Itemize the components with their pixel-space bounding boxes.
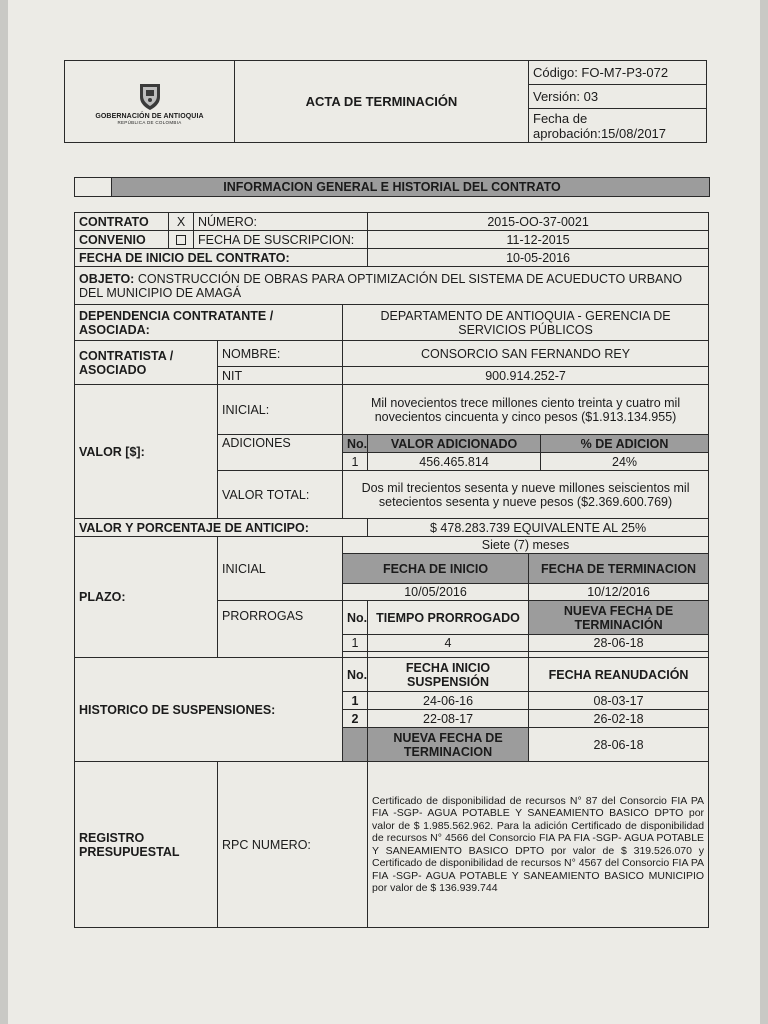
plazo-terminacion-value: 10/12/2016: [529, 584, 709, 601]
plazo-inicial-label: INICIAL: [218, 537, 343, 601]
convenio-label: CONVENIO: [75, 231, 169, 249]
suspension-no: 1: [343, 692, 368, 710]
adiciones-col-pct: % DE ADICION: [541, 435, 709, 453]
contratista-label: CONTRATISTA / ASOCIADO: [75, 341, 218, 385]
suscripcion-value: 11-12-2015: [368, 231, 709, 249]
adiciones-col-no: No.: [343, 435, 368, 453]
checkbox-icon: [176, 235, 186, 245]
approval-date-label: Fecha de: [533, 110, 588, 126]
suspensiones-header-row: [75, 658, 709, 692]
objeto-value: CONSTRUCCIÓN DE OBRAS PARA OPTIMIZACIÓN DEL SISTEMA DE ACUEDUCTO URBANO DEL MUNICIPIO DE AMAGÁ: [79, 271, 683, 300]
suspension-inicio: 24-06-16: [368, 692, 529, 710]
document-code: Código: FO-M7-P3-072: [529, 61, 707, 85]
contrato-mark: X: [169, 213, 194, 231]
dependencia-label: DEPENDENCIA CONTRATANTE / ASOCIADA:: [75, 305, 343, 341]
dependencia-row: [75, 305, 709, 341]
suspensiones-col-no: No.: [343, 658, 368, 692]
nit-label: NIT: [218, 367, 343, 385]
document-header: [64, 60, 707, 143]
suspension-inicio: 22-08-17: [368, 710, 529, 728]
suspensiones-label: HISTORICO DE SUSPENSIONES:: [75, 658, 343, 762]
plazo-inicio-value: 10/05/2016: [343, 584, 529, 601]
nombre-label: NOMBRE:: [218, 341, 343, 367]
plazo-duracion-row: [75, 537, 709, 554]
valor-total-value: Dos mil trecientos sesenta y nueve millones seiscientos mil setecientos sesenta y nueve pesos ($2.369.600.769): [343, 471, 709, 519]
section-title-bar: [74, 177, 710, 197]
suspension-reanudacion: 26-02-18: [529, 710, 709, 728]
section-title: INFORMACION GENERAL E HISTORIAL DEL CONTRATO: [223, 180, 561, 194]
document-version: Versión: 03: [529, 85, 707, 109]
nombre-value: CONSORCIO SAN FERNANDO REY: [343, 341, 709, 367]
nueva-terminacion-value: 28-06-18: [529, 728, 709, 762]
nueva-terminacion-blank: [343, 728, 368, 762]
adicion-pct: 24%: [541, 453, 709, 471]
valor-total-label: VALOR TOTAL:: [218, 471, 343, 519]
registro-label: REGISTRO PRESUPUESTAL: [75, 762, 218, 928]
document-title: ACTA DE TERMINACIÓN: [235, 61, 529, 143]
rpc-value: Certificado de disponibilidad de recursos N° 87 del Consorcio FIA PA FIA -SGP- AGUA POTABLE Y SANEAMIENTO BASICO DPTO por valor de $ 1.985.562.962. Para la adición Certificado de disponibilidad de recursos N° 4566 del Consorcio FIA PA FIA -SGP- AGUA POTABLE Y SANEAMIENTO BASICO DPTO por valor de $ 319.526.070 y Certificado de disponibilidad de recursos N° 4567 del Consorcio FIA PA FIA -SGP- AGUA POTABLE Y SANEAMIENTO BASICO MUNICIPIO por valor de $ 136.939.744: [368, 762, 709, 928]
fecha-inicio-row: [75, 249, 709, 267]
prorrogas-label: PRORROGAS: [218, 601, 343, 658]
numero-value: 2015-OO-37-0021: [368, 213, 709, 231]
convenio-checkbox: [169, 231, 194, 249]
logo-block: [65, 61, 235, 143]
org-name: GOBERNACIÓN DE ANTIOQUIA: [95, 112, 204, 120]
adicion-no: 1: [343, 453, 368, 471]
adicion-valor: 456.465.814: [368, 453, 541, 471]
contract-info-table: [74, 212, 709, 928]
approval-date-value: aprobación:15/08/2017: [533, 125, 667, 141]
suspension-reanudacion: 08-03-17: [529, 692, 709, 710]
suspensiones-col-inicio: FECHA INICIO SUSPENSIÓN: [368, 658, 529, 692]
org-subtitle: REPÚBLICA DE COLOMBIA: [117, 119, 182, 125]
anticipo-value: $ 478.283.739 EQUIVALENTE AL 25%: [368, 519, 709, 537]
prorrogas-col-no: No.: [343, 601, 368, 635]
convenio-row: [75, 231, 709, 249]
objeto-cell: [75, 267, 709, 305]
registro-row: [75, 762, 709, 928]
plazo-col-inicio: FECHA DE INICIO: [343, 554, 529, 584]
section-bar-blank: [75, 178, 112, 196]
numero-label: NÚMERO:: [194, 213, 368, 231]
approval-date: [529, 109, 707, 143]
dependencia-value: DEPARTAMENTO DE ANTIOQUIA - GERENCIA DE SERVICIOS PÚBLICOS: [343, 305, 709, 341]
prorroga-tiempo: 4: [368, 635, 529, 652]
valor-label: VALOR [$]:: [75, 385, 218, 519]
anticipo-row: [75, 519, 709, 537]
fecha-inicio-label: FECHA DE INICIO DEL CONTRATO:: [75, 249, 368, 267]
valor-inicial-value: Mil novecientos trece millones ciento treinta y cuatro mil novecientos cincuenta y cinco pesos ($1.913.134.955): [343, 385, 709, 435]
adiciones-label: ADICIONES: [218, 435, 343, 471]
prorrogas-col-nueva: NUEVA FECHA DE TERMINACIÓN: [529, 601, 709, 635]
coat-of-arms-icon: [137, 81, 163, 111]
suscripcion-label: FECHA DE SUSCRIPCION:: [194, 231, 368, 249]
objeto-row: [75, 267, 709, 305]
contratista-row: [75, 341, 709, 367]
plazo-label: PLAZO:: [75, 537, 218, 658]
suspension-no: 2: [343, 710, 368, 728]
objeto-label: OBJETO:: [79, 271, 135, 286]
contrato-label: CONTRATO: [75, 213, 169, 231]
plazo-duracion: Siete (7) meses: [343, 537, 709, 554]
anticipo-label: VALOR Y PORCENTAJE DE ANTICIPO:: [75, 519, 368, 537]
adiciones-col-valor: VALOR ADICIONADO: [368, 435, 541, 453]
rpc-label: RPC NUMERO:: [218, 762, 368, 928]
prorroga-nueva: 28-06-18: [529, 635, 709, 652]
nit-value: 900.914.252-7: [343, 367, 709, 385]
fecha-inicio-value: 10-05-2016: [368, 249, 709, 267]
valor-inicial-label: INICIAL:: [218, 385, 343, 435]
suspensiones-col-reanudacion: FECHA REANUDACIÓN: [529, 658, 709, 692]
nueva-terminacion-label: NUEVA FECHA DE TERMINACION: [368, 728, 529, 762]
prorroga-no: 1: [343, 635, 368, 652]
prorrogas-col-tiempo: TIEMPO PRORROGADO: [368, 601, 529, 635]
valor-inicial-row: [75, 385, 709, 435]
plazo-col-terminacion: FECHA DE TERMINACION: [529, 554, 709, 584]
contrato-row: [75, 213, 709, 231]
